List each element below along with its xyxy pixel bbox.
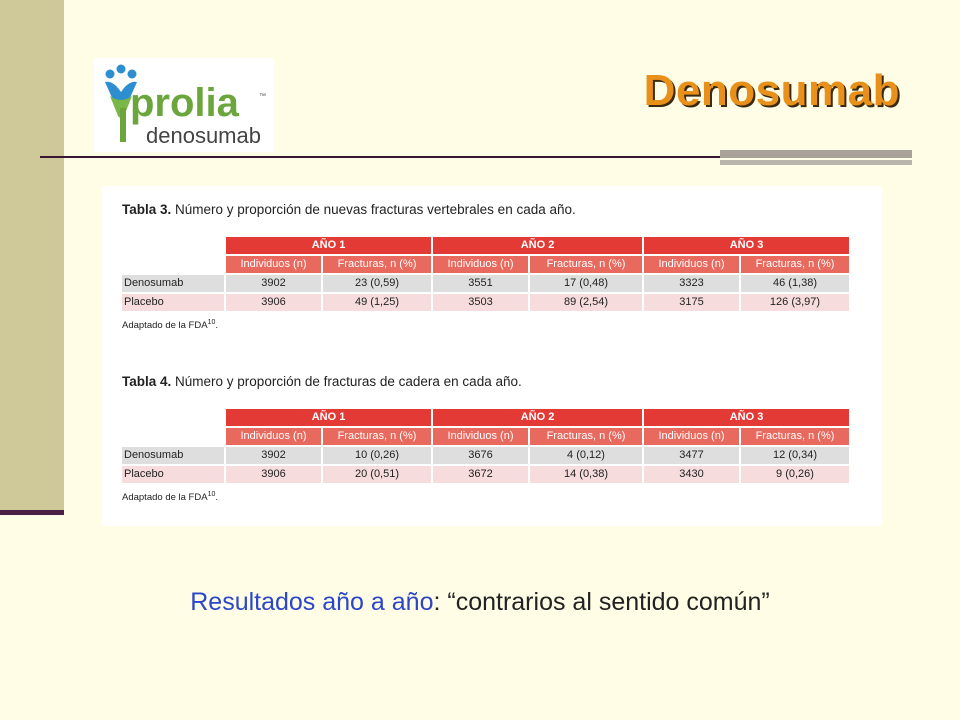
- column-header: Fracturas, n (%): [530, 428, 642, 445]
- svg-text:denosumab: denosumab: [146, 123, 261, 148]
- column-header: Individuos (n): [226, 256, 321, 273]
- year-header: AÑO 1: [226, 237, 431, 254]
- table-cell: 10 (0,26): [323, 447, 431, 464]
- table-4-source-note: Adaptado de la FDA$^{10}$.: [122, 491, 218, 504]
- column-header: Individuos (n): [433, 428, 528, 445]
- svg-text:™: ™: [259, 93, 266, 100]
- year-header: AÑO 2: [433, 237, 642, 254]
- table-cell: 3551: [433, 275, 528, 292]
- column-header: Individuos (n): [644, 428, 739, 445]
- table-row: [122, 466, 849, 483]
- year-header: AÑO 3: [644, 409, 849, 426]
- table-4: [120, 407, 851, 485]
- table-3-source-note: Adaptado de la FDA$^{10}$.: [122, 319, 218, 332]
- prolia-logo-mark: [94, 58, 274, 152]
- year-header: AÑO 3: [644, 237, 849, 254]
- table-cell: 89 (2,54): [530, 294, 642, 311]
- table-cell: 17 (0,48): [530, 275, 642, 292]
- year-header: AÑO 1: [226, 409, 431, 426]
- table-cell: 23 (0,59): [323, 275, 431, 292]
- column-header: Individuos (n): [644, 256, 739, 273]
- table-cell: 3676: [433, 447, 528, 464]
- column-header: Individuos (n): [433, 256, 528, 273]
- column-header: Fracturas, n (%): [530, 256, 642, 273]
- table-3: [120, 235, 851, 313]
- svg-text:prolia: prolia: [130, 81, 239, 125]
- table-3-title: Tabla 3. Número y proporción de nuevas fracturas vertebrales en cada año.: [122, 202, 576, 217]
- table-4-year-header: [122, 409, 849, 426]
- table-4-block: [122, 374, 867, 503]
- table-row: [122, 275, 849, 292]
- table-cell: 46 (1,38): [741, 275, 849, 292]
- left-decor-line: [0, 510, 64, 515]
- table-3-block: [122, 202, 867, 331]
- table-4-sub-header: [122, 428, 849, 445]
- column-header: Fracturas, n (%): [323, 256, 431, 273]
- table-cell: 3175: [644, 294, 739, 311]
- caption-highlight: Resultados año a año: [190, 588, 434, 616]
- table-cell: 3477: [644, 447, 739, 464]
- left-decor-bar: [0, 0, 64, 512]
- table-3-year-header: [122, 237, 849, 254]
- column-header: Individuos (n): [226, 428, 321, 445]
- column-header: Fracturas, n (%): [323, 428, 431, 445]
- table-cell: 49 (1,25): [323, 294, 431, 311]
- table-row: [122, 447, 849, 464]
- table-4-title: Tabla 4. Número y proporción de fracturas de cadera en cada año.: [122, 374, 522, 389]
- title-rule-accent: [720, 150, 912, 158]
- slide-caption: [0, 588, 960, 617]
- caption-rest: : “contrarios al sentido común”: [433, 588, 770, 616]
- title-rule-accent-lower: [720, 160, 912, 165]
- column-header: Fracturas, n (%): [741, 428, 849, 445]
- table-cell: 3503: [433, 294, 528, 311]
- table-cell: 3902: [226, 447, 321, 464]
- table-cell: 14 (0,38): [530, 466, 642, 483]
- prolia-logo: [94, 58, 274, 152]
- table-cell: 12 (0,34): [741, 447, 849, 464]
- table-3-sub-header: [122, 256, 849, 273]
- table-cell: 3323: [644, 275, 739, 292]
- year-header: AÑO 2: [433, 409, 642, 426]
- column-header: Fracturas, n (%): [741, 256, 849, 273]
- table-cell: 3906: [226, 466, 321, 483]
- table-cell: 20 (0,51): [323, 466, 431, 483]
- tables-image-panel: [102, 186, 882, 526]
- table-cell: 3906: [226, 294, 321, 311]
- row-label: Placebo: [122, 466, 224, 483]
- row-label: Placebo: [122, 294, 224, 311]
- table-cell: 126 (3,97): [741, 294, 849, 311]
- table-cell: 3902: [226, 275, 321, 292]
- row-label: Denosumab: [122, 447, 224, 464]
- table-cell: 3672: [433, 466, 528, 483]
- table-cell: 4 (0,12): [530, 447, 642, 464]
- row-label: Denosumab: [122, 275, 224, 292]
- slide-title: Denosumab: [643, 66, 900, 115]
- table-cell: 3430: [644, 466, 739, 483]
- table-cell: 9 (0,26): [741, 466, 849, 483]
- table-row: [122, 294, 849, 311]
